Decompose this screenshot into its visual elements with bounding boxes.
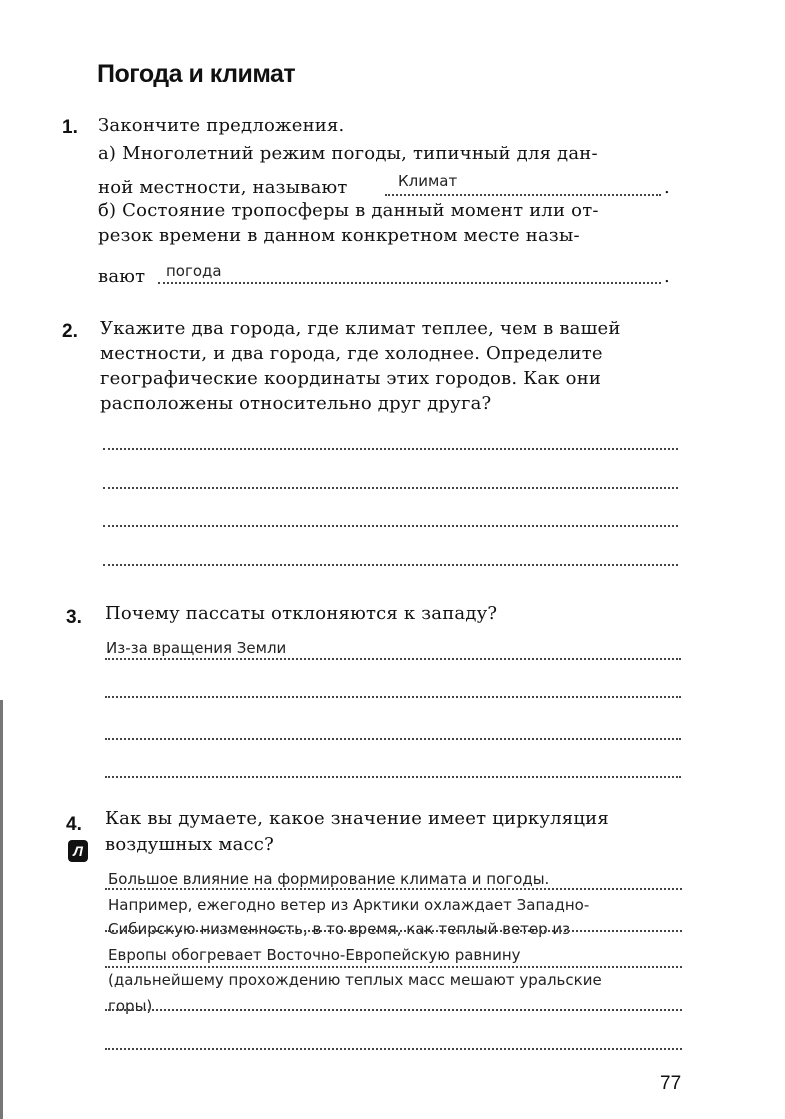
question-number: 1.	[62, 117, 78, 138]
answer-line	[158, 282, 661, 284]
answer-line[interactable]	[105, 776, 681, 778]
answer-text[interactable]: горы)	[108, 997, 153, 1015]
question-text: воздушных масс?	[105, 834, 274, 855]
question-text: б) Состояние тропосферы в данный момент или от-	[98, 200, 599, 221]
question-text: вают	[98, 266, 146, 287]
answer-text[interactable]: Европы обогревает Восточно-Европейскую равнину	[108, 946, 521, 964]
page-number: 77	[660, 1073, 682, 1094]
period: .	[664, 266, 670, 287]
answer-line	[385, 194, 661, 196]
answer-text[interactable]: Сибирскую низменность, в то время, как теплый ветер из	[108, 920, 571, 938]
answer-text[interactable]: Из-за вращения Земли	[106, 639, 287, 657]
question-number: 2.	[62, 321, 78, 342]
page-title: Погода и климат	[97, 60, 296, 88]
question-text: ной местности, называют	[98, 177, 348, 198]
question-text: Укажите два города, где климат теплее, чем в вашей	[100, 318, 621, 339]
question-number: 4.	[66, 814, 82, 835]
answer-text[interactable]: Например, ежегодно ветер из Арктики охлаждает Западно-	[108, 896, 590, 914]
question-text: Как вы думаете, какое значение имеет циркуляция	[105, 808, 609, 829]
answer-line	[105, 930, 682, 932]
question-text: Почему пассаты отклоняются к западу?	[105, 603, 498, 624]
question-text: местности, и два города, где холоднее. Определите	[100, 343, 603, 364]
question-text: географические координаты этих городов. Как они	[100, 368, 602, 389]
answer-line	[105, 888, 682, 890]
answer-line	[105, 1009, 682, 1011]
question-text: Закончите предложения.	[98, 115, 345, 136]
answer-text[interactable]: (дальнейшему прохождению теплых масс мешают уральские	[108, 971, 602, 989]
question-text: расположены относительно друг друга?	[100, 393, 492, 414]
answer-line	[105, 966, 682, 968]
answer-text[interactable]: Большое влияние на формирование климата и погоды.	[108, 870, 550, 888]
answer-line[interactable]	[103, 525, 678, 527]
question-text: резок времени в данном конкретном месте назы-	[98, 225, 580, 246]
question-text: а) Многолетний режим погоды, типичный для дан-	[98, 143, 598, 164]
answer-line	[105, 658, 681, 660]
answer-line[interactable]	[103, 448, 678, 450]
answer-text[interactable]: погода	[166, 262, 222, 280]
answer-line[interactable]	[105, 696, 681, 698]
period: .	[664, 177, 670, 198]
answer-line[interactable]	[103, 564, 678, 566]
answer-line[interactable]	[103, 487, 678, 489]
badge-icon: Л	[68, 840, 88, 862]
answer-line[interactable]	[105, 1048, 682, 1050]
scan-edge	[0, 700, 3, 1119]
answer-text[interactable]: Климат	[398, 172, 458, 190]
question-number: 3.	[66, 607, 82, 628]
answer-line[interactable]	[105, 738, 681, 740]
